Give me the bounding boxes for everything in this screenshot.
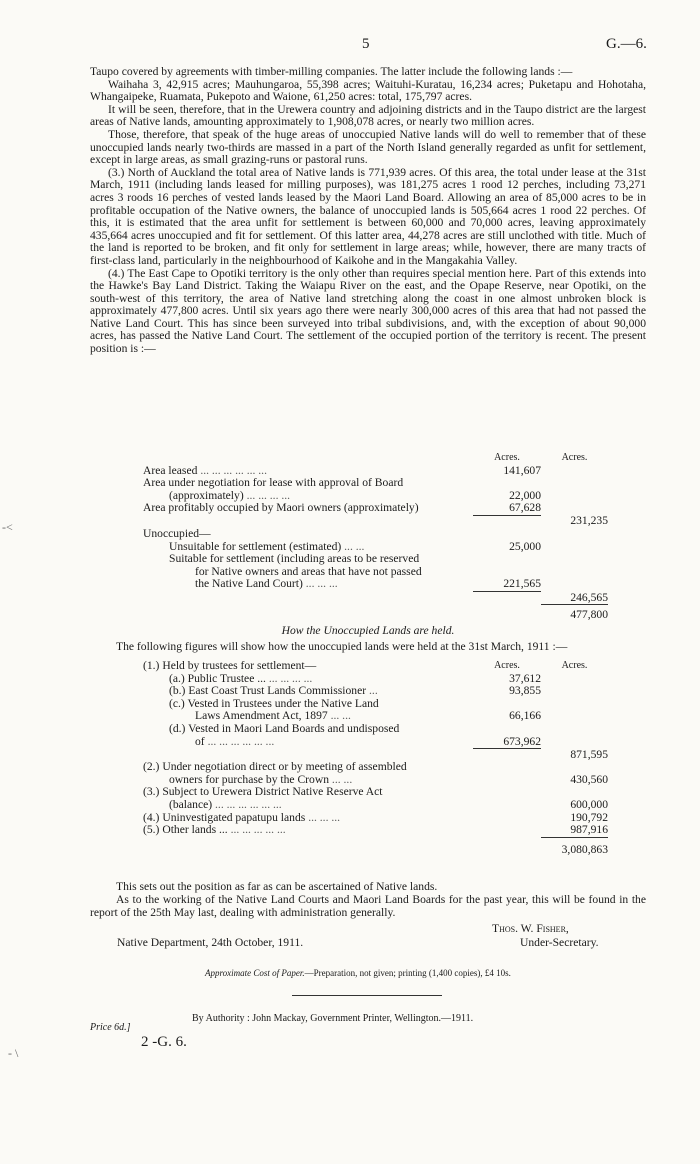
table-row: (3.) Subject to Urewera District Native Reserve Act — [143, 785, 383, 799]
table-row: (a.) Public Trustee ... ... ... ... ... 37,612 — [169, 671, 541, 685]
department-date: Native Department, 24th October, 1911. — [117, 936, 304, 949]
table-row: (d.) Vested in Maori Land Boards and undisposed — [169, 721, 400, 735]
closing-text: This sets out the position as far as can be ascertained of Native lands. As to the working of the Native Land Courts and Maori Land Boards for the past year, this will be found in the report of the 25th May last, dealing with administration generally. — [90, 880, 646, 919]
table-row: (approximately) ... ... ... ... 22,000 — [169, 488, 541, 502]
table-row: of ... ... ... ... ... ... 673,962 — [195, 734, 541, 748]
unoccupied-lands-table — [143, 660, 608, 856]
table-row: the Native Land Court) ... ... ... 221,565 — [195, 577, 541, 591]
paragraph-unoccupied: Those, therefore, that speak of the huge areas of unoccupied Native lands will do well to remember that of these unoccupied lands nearly two-thirds are massed in a part of the North Island generally regarded as unfit for settlement, except in large areas, as small grazing-runs or pastoral runs. — [90, 127, 646, 167]
signature-reference: 2 -G. 6. — [141, 1034, 187, 1050]
divider — [292, 995, 442, 996]
table-row: (2.) Under negotiation direct or by meeting of assembled — [143, 760, 407, 774]
table-row: (c.) Vested in Trustees under the Native Land — [169, 696, 379, 710]
column-header: Acres. — [494, 660, 520, 671]
table-row: (b.) East Coast Trust Lands Commissioner ... 93,855 — [169, 684, 541, 698]
present-position-table — [143, 452, 608, 622]
table-row: Unsuitable for settlement (estimated) ... ... 25,000 — [169, 539, 541, 553]
section — [90, 624, 646, 653]
table-row — [143, 837, 608, 856]
column-header: Acres. — [561, 660, 588, 671]
column-header: Acres. — [494, 452, 520, 463]
total: 477,800 — [541, 605, 608, 622]
table-row: Laws Amendment Act, 1897 ... ... 66,166 — [195, 709, 541, 723]
table-row: (balance) ... ... ... ... ... ... 600,000 — [169, 798, 608, 812]
paragraph-taupo: Taupo covered by agreements with timber-milling companies. The latter include the following lands :— — [90, 65, 573, 78]
table-row: (1.) Held by trustees for settlement— Acres. Acres. — [143, 660, 608, 673]
printer-authority: By Authority : John Mackay, Government Printer, Wellington.—1911. — [192, 1013, 474, 1024]
table-row: owners for purchase by the Crown ... ... 430,560 — [169, 772, 608, 786]
table-row: Suitable for settlement (including areas to be reserved — [169, 552, 420, 566]
subtotal: 231,235 — [570, 514, 608, 528]
margin-mark: -< — [2, 520, 13, 534]
table-row: Area leased ... ... ... ... ... ... 141,607 — [143, 463, 541, 477]
subtotal: 246,565 — [570, 590, 608, 604]
price: Price 6d.] — [90, 1022, 131, 1033]
table-row: (5.) Other lands ... ... ... ... ... ... 987,916 — [143, 823, 608, 837]
table-row — [143, 592, 608, 605]
section-heading: How the Unoccupied Lands are held. — [281, 624, 455, 637]
paragraph-waihaha: Waihaha 3, 42,915 acres; Mauhungaroa, 55,398 acres; Waituhi-Kuratau, 16,234 acres; Puketapu and Hohotaha, Whangaipeke, Ruamata, Pukepoto and Waione, 61,250 acres: total, 175,797 acres. — [90, 77, 646, 104]
body-text — [90, 66, 646, 356]
table-row — [143, 515, 608, 528]
document-reference: G.—6. — [606, 36, 647, 52]
signature-title: Under-Secretary. — [520, 936, 599, 949]
table-row — [143, 605, 608, 622]
paragraph-urewera: It will be seen, therefore, that in the Urewera country and adjoining districts and in the Taupo district are the largest areas of Native lands, amounting approximately to 1,908,078 acres, or nearly two million acres. — [90, 102, 646, 129]
paragraph-auckland: (3.) North of Auckland the total area of Native lands is 771,939 acres. Of this area, the total under lease at the 31st March, 1911 (including lands leased for milling purposes), was 181,275 acres 1 rood 12 perches, including 73,271 acres 3 roods 16 perches of vested lands leased by the Maori Land Board. Allowing an area of 85,000 acres to be in profitable occupation of the Native owners, the balance of unoccupied lands is 505,664 acres 1 rood 22 perches. Of this, it is estimated that the area unfit for settlement is between 60,000 and 70,000 acres, leaving approximately 435,664 acres unoccupied and fit for settlement. Of this latter area, 44,278 acres are still unclothed with title. Much of the land is reported to be broken, and fit only for settlement in large areas; while, however, there are many tracts of first-class land, particularly in the neighbourhood of Kaikohe and in the Mangakahia Valley. — [90, 165, 646, 267]
table-row: for Native owners and areas that have not passed — [195, 564, 422, 578]
table-row: Area under negotiation for lease with approval of Board — [143, 476, 404, 490]
subtotal: 871,595 — [570, 747, 608, 761]
column-header: Acres. — [561, 452, 588, 463]
page-number: 5 — [362, 36, 370, 52]
grand-total: 3,080,863 — [541, 837, 608, 856]
cost-of-paper: Approximate Cost of Paper.—Preparation, not given; printing (1,400 copies), £4 10s. — [205, 968, 511, 978]
paragraph-east-cape: (4.) The East Cape to Opotiki territory is the only other than requires special mention here. Part of this extends into the Hawke's Bay Land District. Taking the Waiapu River on the east, and the Opape Reserve, near Opotiki, on the south-west of this territory, the area of Native land stretching along the coast in one almost unbroken block is approximately 477,800 acres. Until six years ago there were nearly 300,000 acres of this area that had not passed the Native Land Court. This has since been surveyed into tribal subdivisions, and, with the exception of about 90,000 acres, has passed the Native Land Court. The settlement of the occupied portion of the territory is recent. The present position is :— — [90, 266, 646, 356]
table-row: Area profitably occupied by Maori owners (approximately) 67,628 — [143, 501, 541, 515]
table-row: (4.) Uninvestigated papatupu lands ... ... ... 190,792 — [143, 810, 608, 824]
margin-mark: - \ — [8, 1046, 19, 1060]
section-intro: The following figures will show how the unoccupied lands were held at the 31st March, 1911 :— — [116, 640, 568, 653]
signature-name: Thos. W. Fisher, — [492, 922, 569, 935]
table-row: Unoccupied— — [143, 527, 211, 541]
